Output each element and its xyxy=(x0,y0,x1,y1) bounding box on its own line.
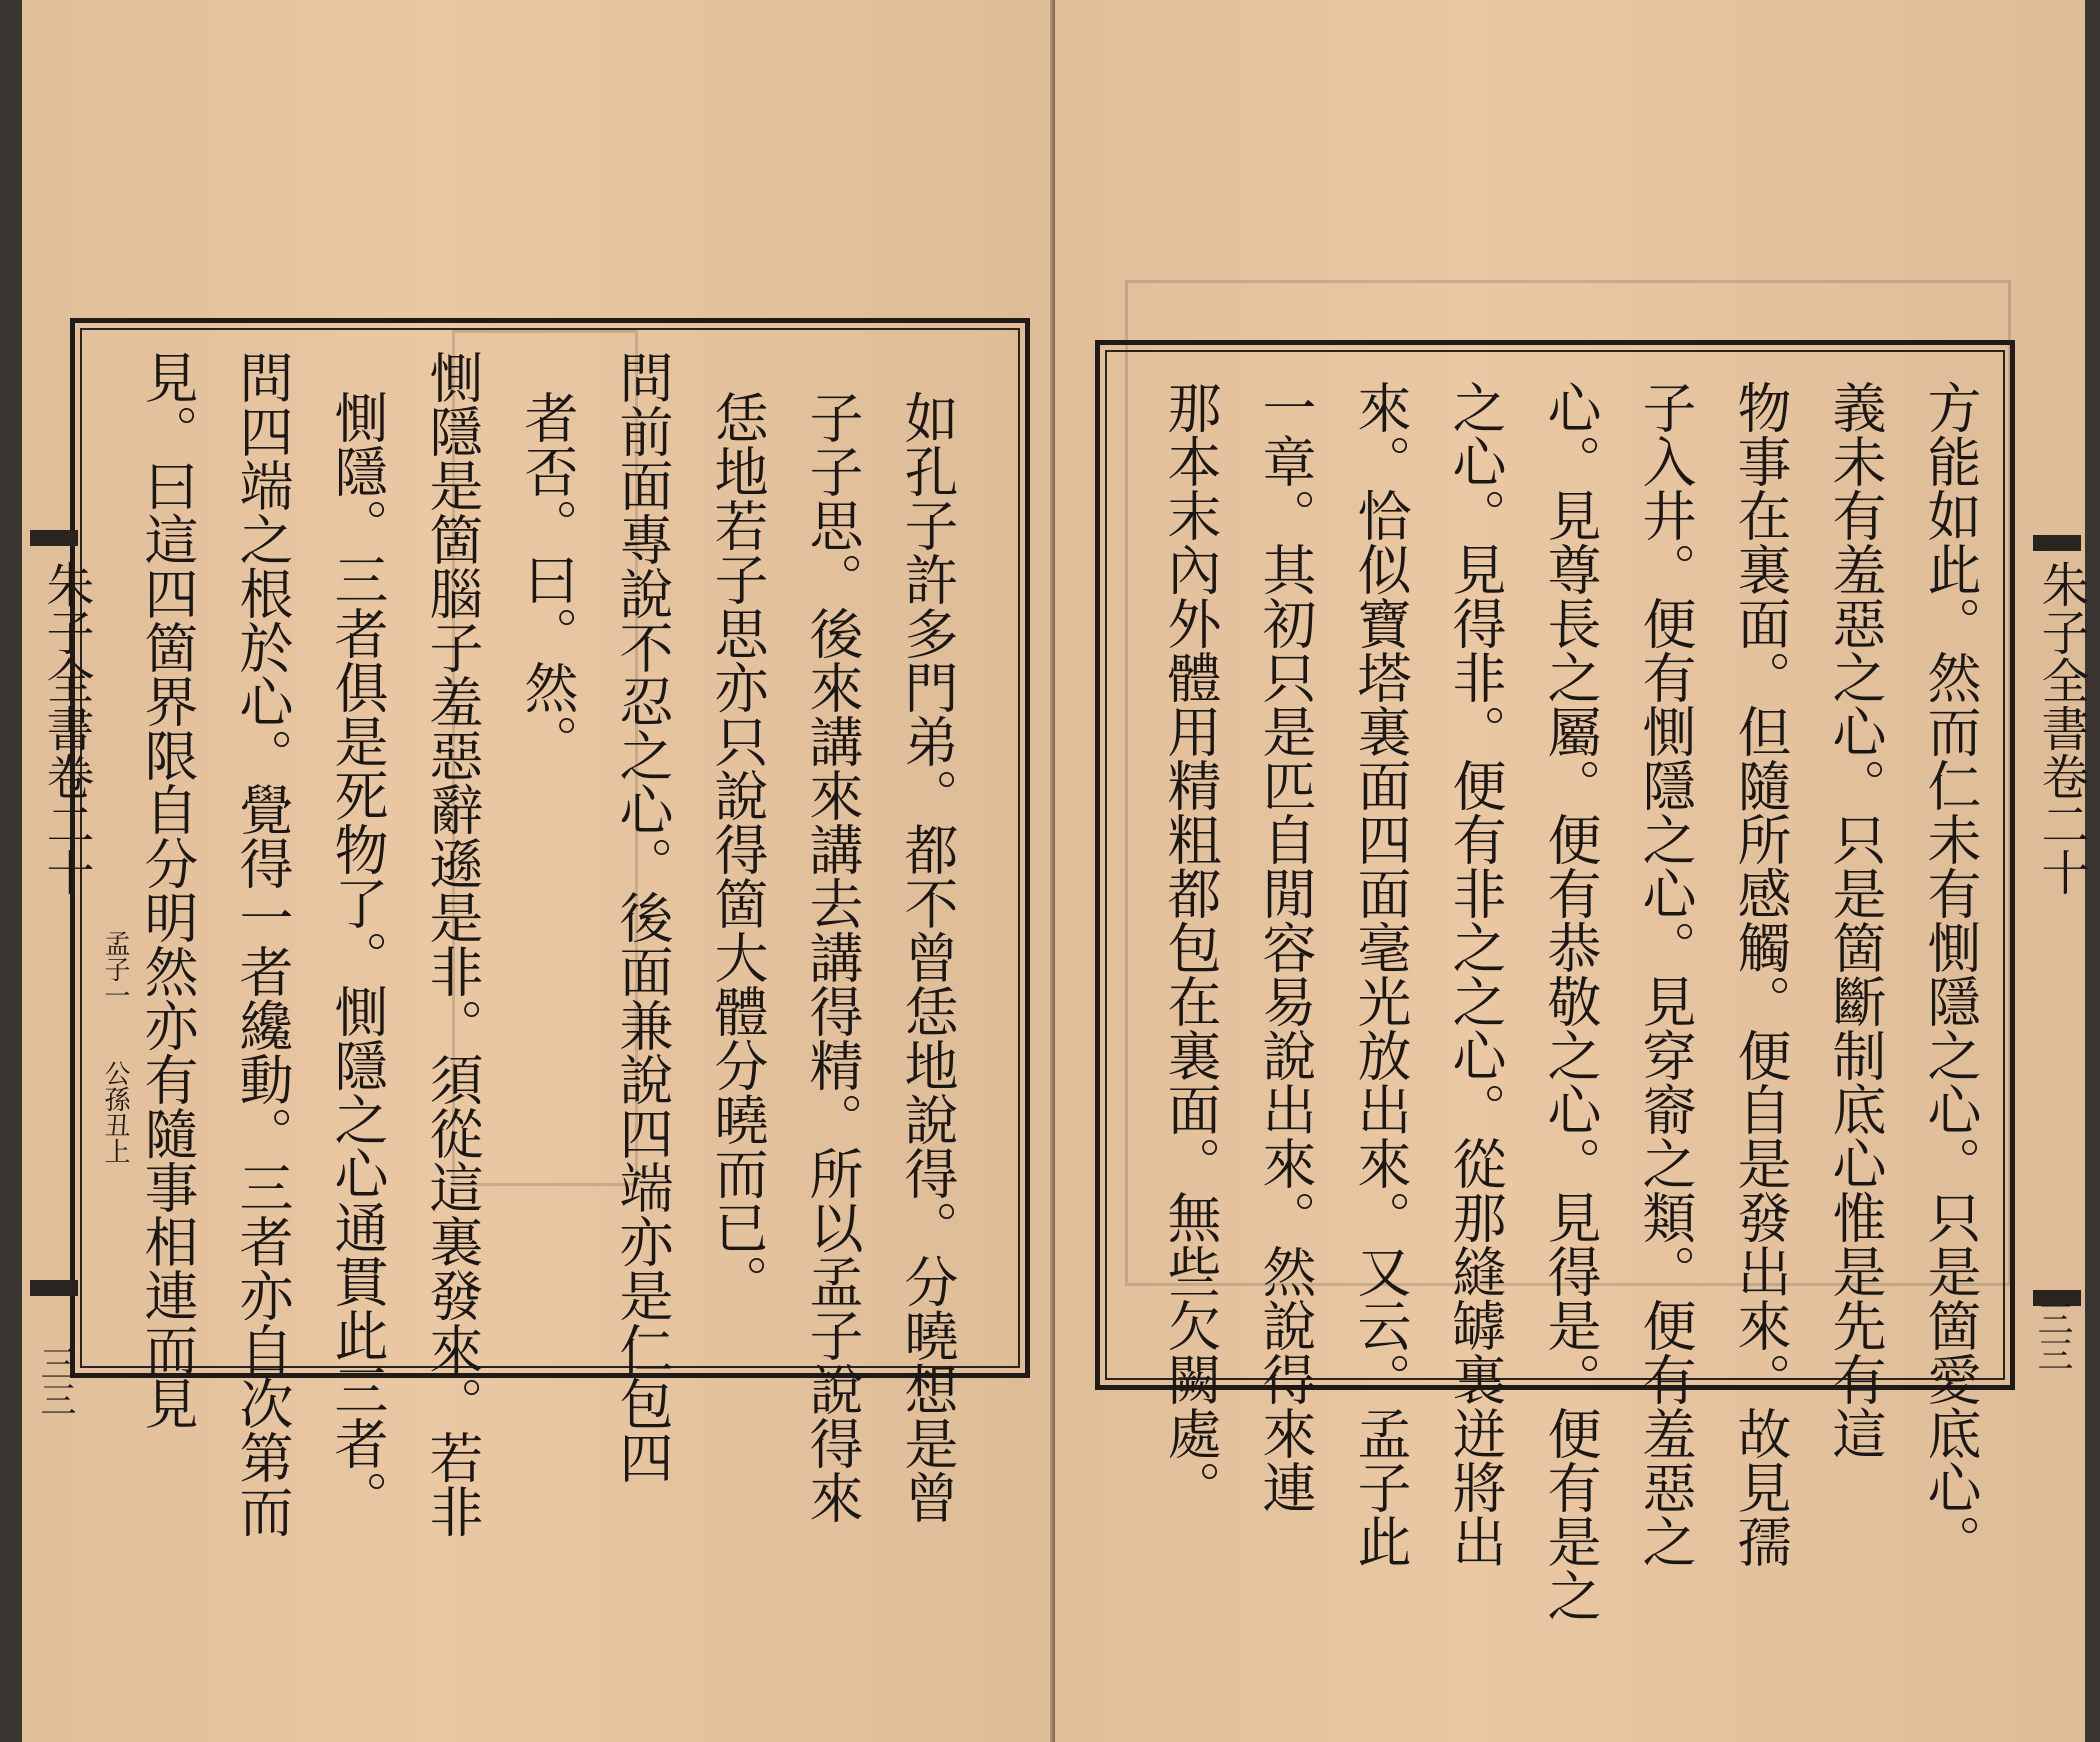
margin-folio-right: 三三 xyxy=(2032,1300,2073,1372)
text-column-r4: 子入井。便有惻隱之心。見穿窬之類。便有羞惡之 xyxy=(1634,380,1697,1568)
text-column-r8: 一章。其初只是匹自閒容易說出來。然說得來連 xyxy=(1254,380,1317,1514)
text-column-r1: 方能如此。然而仁未有惻隱之心。只是箇愛底心。 xyxy=(1919,380,1982,1568)
text-column-r2: 義未有羞惡之心。只是箇斷制底心惟是先有這 xyxy=(1824,380,1887,1460)
text-column-2: 子子思。後來講來講去講得精。所以孟子說得來 xyxy=(801,390,864,1524)
text-column-r9: 那本末內外體用精粗都包在裏面。無些欠闕處。 xyxy=(1159,380,1222,1514)
fishtail-mark-bottom xyxy=(30,1280,78,1296)
margin-book-title: 朱子全書卷二十 xyxy=(38,560,94,896)
margin-book-title-right: 朱子全書卷二十 xyxy=(2033,560,2089,896)
margin-section: 孟子一 xyxy=(100,930,130,1008)
text-column-3: 恁地若子思亦只說得箇大體分曉而已。 xyxy=(706,390,769,1308)
text-column-5: 者否。曰。然。 xyxy=(516,390,579,768)
text-column-r7: 來。恰似寶塔裏面四面毫光放出來。又云。孟子此 xyxy=(1349,380,1412,1568)
text-column-7: 惻隱。三者俱是死物了。惻隱之心通貫此三者。 xyxy=(326,390,389,1524)
text-column-r6: 之心。見得非。便有非之之心。從那縫罅裏迸將出 xyxy=(1444,380,1507,1568)
fishtail-mark-top-right xyxy=(2033,535,2081,551)
margin-folio: 三三 xyxy=(35,1345,76,1417)
text-column-6: 惻隱是箇腦子羞惡辭遜是非。須從這裏發來。若非 xyxy=(421,350,484,1538)
text-column-r3: 物事在裏面。但隨所感觸。便自是發出來。故見孺 xyxy=(1729,380,1792,1568)
left-page xyxy=(22,0,1052,1742)
text-column-4: 問前面專說不忍之心。後面兼說四端亦是仁包四 xyxy=(611,350,674,1484)
text-column-8: 問四端之根於心。覺得一者纔動。三者亦自次第而 xyxy=(231,350,294,1538)
fishtail-mark-top xyxy=(30,530,78,546)
text-column-1: 如孔子許多門弟。都不曾恁地說得。分曉想是曾 xyxy=(896,390,959,1524)
right-page xyxy=(1055,0,2089,1742)
text-column-9: 見。曰這四箇界限自分明然亦有隨事相連而見 xyxy=(136,350,199,1430)
text-column-r5: 心。見尊長之屬。便有恭敬之心。見得是。便有是之 xyxy=(1539,380,1602,1622)
margin-chapter: 公孫丑上 xyxy=(100,1060,130,1164)
